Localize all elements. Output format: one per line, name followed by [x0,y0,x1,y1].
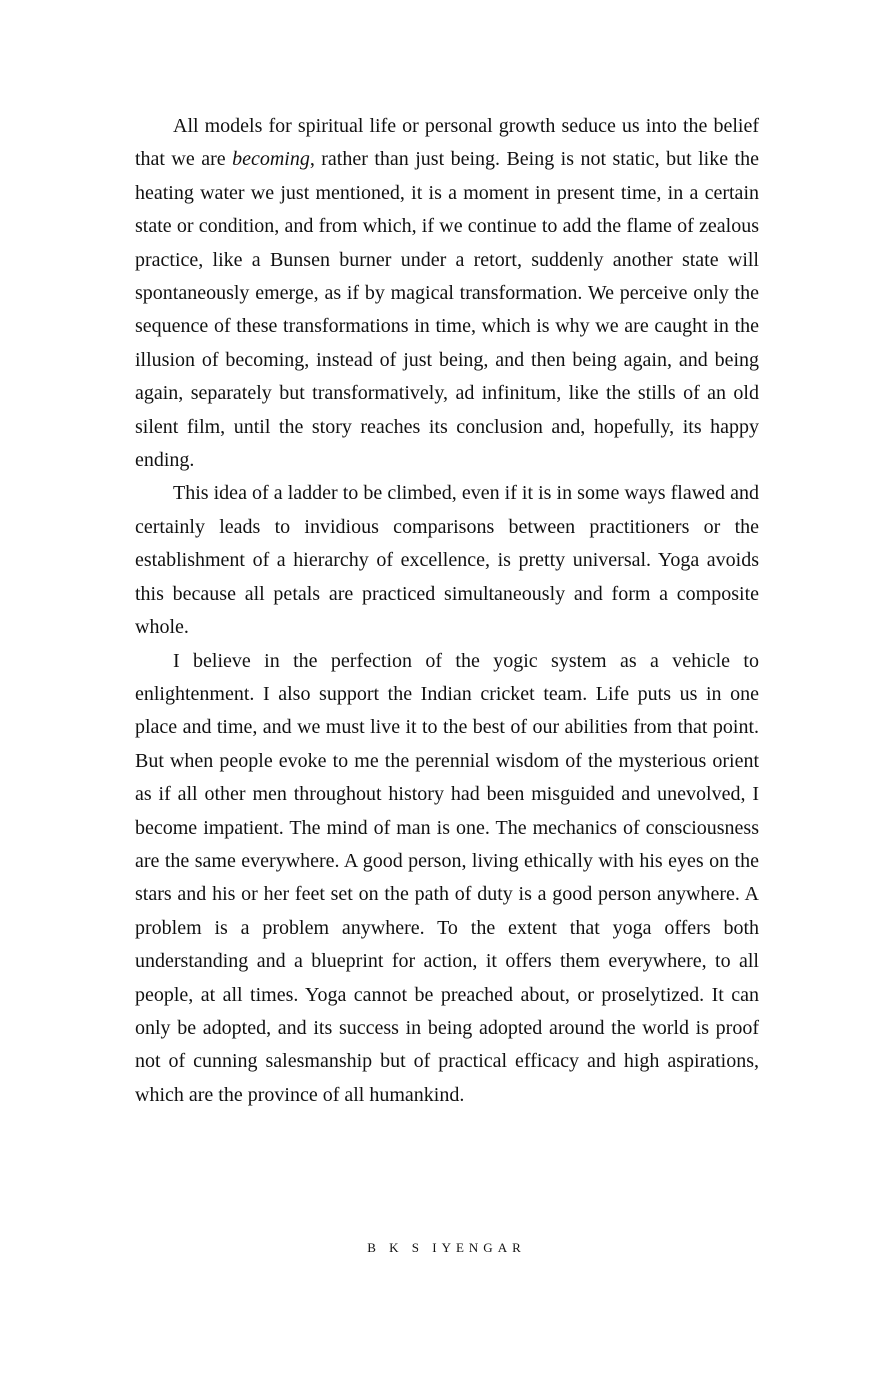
paragraph-1-text-end: , rather than just being. Being is not static, but like the heating water we just mentioned, it is a moment in present time, in a certain state or condition, and from which, if we continue to add the flame of zealous practice, like a Bunsen burner under a retort, suddenly another state will spontaneously emerge, as if by magical transformation. We perceive only the sequence of these transformations in time, which is why we are caught in the illusion of becoming, instead of just being, and then being again, and being again, separately but transformatively, ad infinitum, like the stills of an old silent film, until the story reaches its conclusion and, hopefully, its happy ending. [135,148,759,472]
emphasis-becoming: becoming [232,148,310,171]
running-footer-author: B K S IYENGAR [367,1240,526,1255]
page-body [135,110,759,1112]
paragraph-1-text-start: All models for spiritual life or personal growth seduce us into the belief that we are [135,115,759,171]
paragraph-1 [135,110,759,477]
paragraph-3: I believe in the perfection of the yogic system as a vehicle to enlightenment. I also support the Indian cricket team. Life puts us in one place and time, and we must live it to the best of our abilities from that point. But when people evoke to me the perennial wisdom of the mysterious orient as if all other men throughout history had been misguided and unevolved, I become impatient. The mind of man is one. The mechanics of consciousness are the same everywhere. A good person, living ethically with his eyes on the stars and his or her feet set on the path of duty is a good person anywhere. A problem is a problem anywhere. To the extent that yoga offers both understanding and a blueprint for action, it offers them everywhere, to all people, at all times. Yoga cannot be preached about, or proselytized. It can only be adopted, and its success in being adopted around the world is proof not of cunning salesmanship but of practical efficacy and high aspirations, which are the province of all humankind. [135,649,759,1106]
paragraph-2: This idea of a ladder to be climbed, even if it is in some ways flawed and certainly leads to invidious comparisons between practitioners or the establishment of a hierarchy of excellence, is pretty universal. Yoga avoids this because all petals are practiced simultaneously and form a composite whole. [135,482,759,639]
